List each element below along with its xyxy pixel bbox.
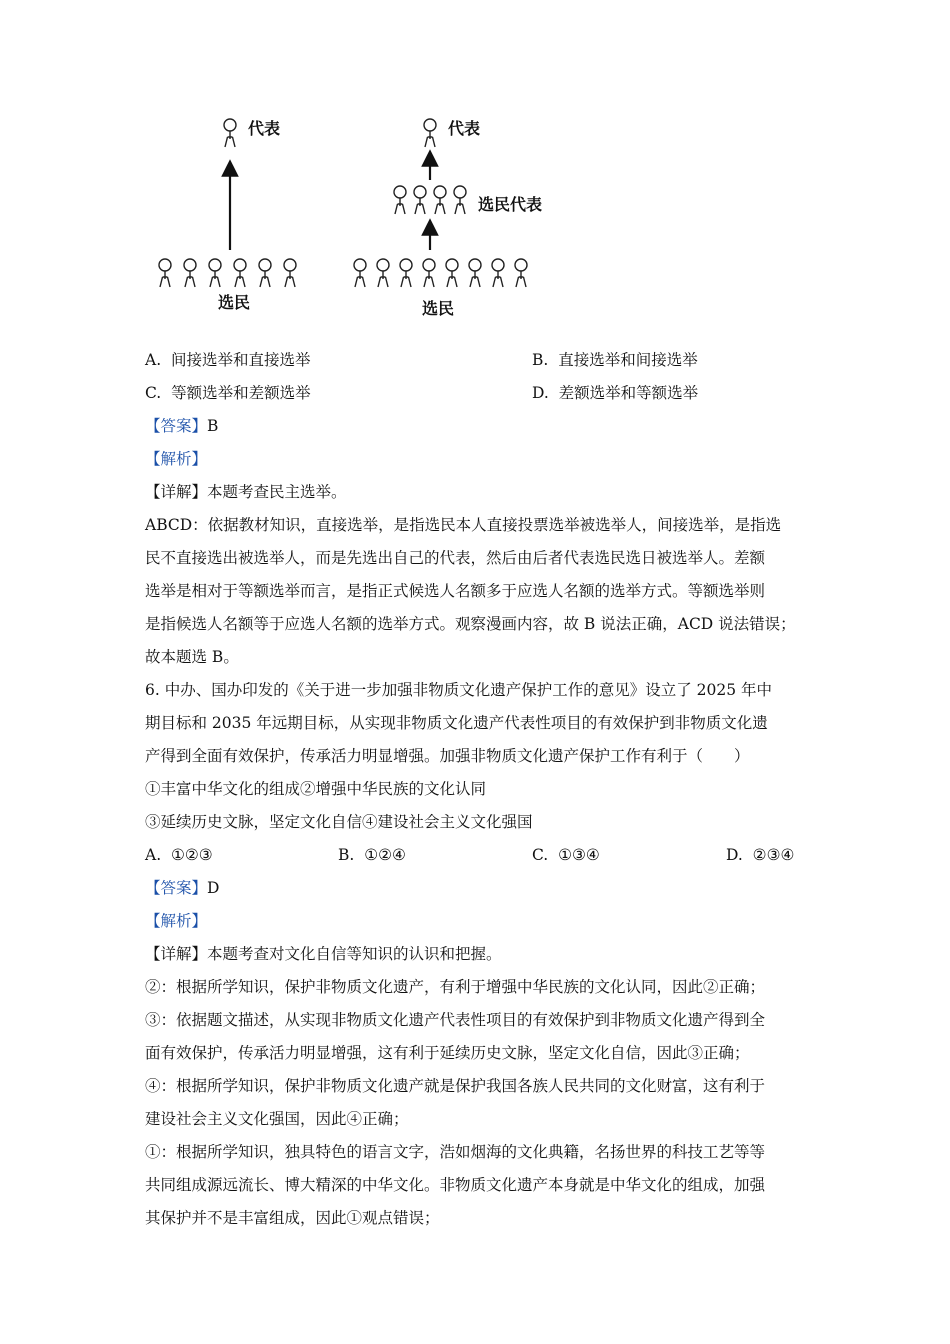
left-top-label: 代表 — [248, 119, 281, 138]
delegate-person-icon — [454, 186, 466, 214]
option-letter: B. — [338, 846, 355, 864]
voter-person-icon — [284, 259, 296, 287]
right-voters — [354, 259, 527, 287]
voter-person-icon — [446, 259, 458, 287]
q5-answer — [145, 414, 218, 438]
q6-explanation-line: 建设社会主义文化强国，因此④正确； — [145, 1110, 409, 1128]
option-letter: C. — [532, 846, 549, 864]
voter-person-icon — [469, 259, 481, 287]
analysis-tag: 【解析】 — [145, 450, 208, 468]
option-text: 直接选举和间接选举 — [558, 351, 698, 369]
q5-analysis-tag — [145, 447, 207, 471]
q6-option-c — [532, 843, 600, 867]
q6-stem-line: 6. 中办、国办印发的《关于进一步加强非物质文化遗产保护工作的意见》设立了 2025 年中 — [145, 681, 773, 699]
q6-detail — [145, 942, 502, 966]
q5-option-c — [145, 381, 311, 405]
q5-explanation-line: 是指候选人名额等于应选人名额的选举方式。观察漫画内容，故 B 说法正确，ACD 说法错误； — [145, 615, 796, 633]
q6-stem-line: 期目标和 2035 年远期目标，从实现非物质文化遗产代表性项目的有效保护到非物质文化遗 — [145, 714, 768, 732]
voter-person-icon — [400, 259, 412, 287]
representative-person-icon — [224, 119, 236, 147]
voter-person-icon — [423, 259, 435, 287]
q6-option-a — [145, 843, 213, 867]
right-middle-label: 选民代表 — [478, 195, 543, 214]
option-letter: A. — [145, 846, 162, 864]
voter-person-icon — [354, 259, 366, 287]
q6-explanation-line: 共同组成源远流长、博大精深的中华文化。非物质文化遗产本身就是中华文化的组成，加强 — [145, 1176, 766, 1194]
election-diagram-svg — [140, 100, 560, 330]
q6-statement-line: ③延续历史文脉，坚定文化自信④建设社会主义文化强国 — [145, 813, 533, 831]
answer-tag: 【答案】 — [145, 417, 208, 435]
q5-explanation-line: ABCD：依据教材知识，直接选举，是指选民本人直接投票选举被选举人，间接选举，是指选 — [145, 516, 782, 534]
option-text: 等额选举和差额选举 — [171, 384, 311, 402]
detail-text: 本题考查民主选举。 — [207, 483, 347, 501]
q6-stem-line: 产得到全面有效保护，传承活力明显增强。加强非物质文化遗产保护工作有利于（ ） — [145, 747, 750, 765]
right-representative — [424, 119, 480, 147]
q6-option-b — [338, 843, 406, 867]
right-top-label: 代表 — [448, 119, 481, 138]
analysis-tag: 【解析】 — [145, 912, 208, 930]
election-diagram — [140, 100, 560, 330]
q5-explanation-line: 故本题选 B。 — [145, 648, 239, 666]
left-bottom-label: 选民 — [218, 293, 251, 312]
option-text: 间接选举和直接选举 — [170, 351, 311, 369]
q6-option-d — [726, 843, 794, 867]
voter-person-icon — [159, 259, 171, 287]
answer-value: B — [207, 417, 219, 435]
option-text: 差额选举和等额选举 — [558, 384, 699, 402]
q5-option-a — [145, 348, 311, 372]
option-letter: D. — [726, 846, 743, 864]
q6-statement-line: ①丰富中华文化的组成②增强中华民族的文化认同 — [145, 780, 487, 798]
voter-person-icon — [259, 259, 271, 287]
delegate-person-icon — [414, 186, 426, 214]
q6-explanation-line: ④：根据所学知识，保护非物质文化遗产就是保护我国各族人民共同的文化财富，这有利于 — [145, 1077, 766, 1095]
q6-answer — [145, 876, 219, 900]
q5-option-b — [532, 348, 698, 372]
q5-explanation-line: 民不直接选出被选举人，而是先选出自己的代表，然后由后者代表选民选日被选举人。差额 — [145, 549, 766, 567]
option-text: ②③④ — [752, 846, 795, 864]
option-letter: B. — [532, 351, 549, 369]
right-bottom-label: 选民 — [422, 299, 455, 318]
q6-explanation-line: ②：根据所学知识，保护非物质文化遗产，有利于增强中华民族的文化认同，因此②正确； — [145, 978, 766, 996]
voter-person-icon — [515, 259, 527, 287]
delegate-person-icon — [394, 186, 406, 214]
detail-text: 本题考查对文化自信等知识的认识和把握。 — [207, 945, 502, 963]
voter-person-icon — [492, 259, 504, 287]
q6-explanation-line: 面有效保护，传承活力明显增强，这有利于延续历史文脉，坚定文化自信，因此③正确； — [145, 1044, 750, 1062]
q6-explanation-line: 其保护并不是丰富组成，因此①观点错误； — [145, 1209, 440, 1227]
detail-tag: 【详解】 — [145, 483, 208, 501]
answer-value: D — [207, 879, 220, 897]
right-voter-delegates — [394, 186, 542, 214]
voter-person-icon — [184, 259, 196, 287]
option-text: ①②③ — [170, 846, 213, 864]
voter-person-icon — [209, 259, 221, 287]
option-text: ①②④ — [364, 846, 406, 864]
option-letter: C. — [145, 384, 162, 402]
answer-tag: 【答案】 — [145, 879, 208, 897]
voter-person-icon — [377, 259, 389, 287]
detail-tag: 【详解】 — [145, 945, 208, 963]
representative-person-icon — [424, 119, 436, 147]
q6-explanation-line: ①：根据所学知识，独具特色的语言文字，浩如烟海的文化典籍，名扬世界的科技工艺等等 — [145, 1143, 766, 1161]
q5-option-d — [532, 381, 698, 405]
q5-explanation-line: 选举是相对于等额选举而言，是指正式候选人名额多于应选人名额的选举方式。等额选举则 — [145, 582, 766, 600]
delegate-person-icon — [434, 186, 446, 214]
q5-detail — [145, 480, 347, 504]
option-letter: D. — [532, 384, 549, 402]
q6-explanation-line: ③：依据题文描述，从实现非物质文化遗产代表性项目的有效保护到非物质文化遗产得到全 — [145, 1011, 766, 1029]
option-text: ①③④ — [558, 846, 600, 864]
voter-person-icon — [234, 259, 246, 287]
left-representative — [224, 119, 280, 147]
option-letter: A. — [145, 351, 162, 369]
q6-analysis-tag — [145, 909, 207, 933]
left-voters — [159, 259, 296, 287]
